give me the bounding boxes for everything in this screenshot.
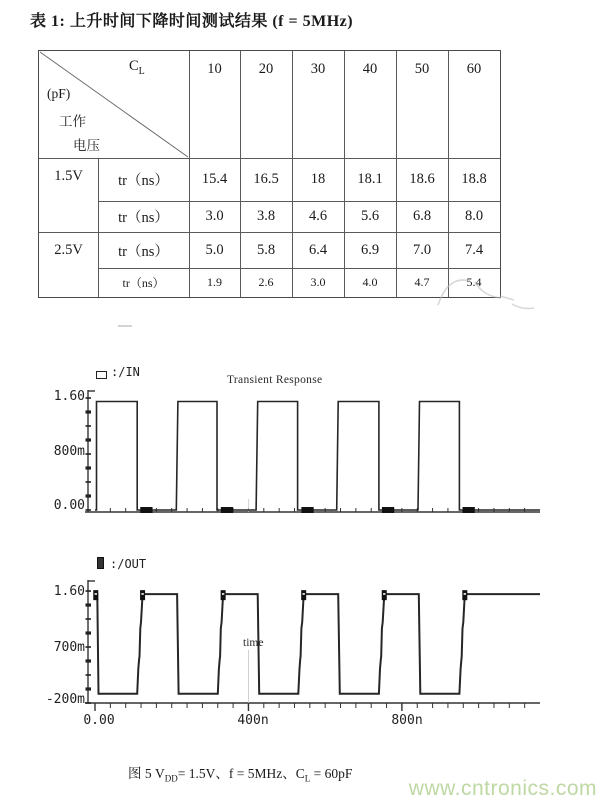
plot1-ytick-bottom: 0.00 xyxy=(53,498,85,513)
in-baseline-marker xyxy=(463,507,475,513)
scan-scribble xyxy=(438,280,534,309)
out-edge-marker xyxy=(301,590,306,600)
plot1-y-tick xyxy=(86,481,92,483)
plot2-y-tick xyxy=(86,590,92,592)
value-cell: 3.0 xyxy=(310,275,326,289)
out-edge-marker xyxy=(140,590,145,600)
out-edge-marker-notch xyxy=(95,593,97,595)
value-cell: 7.4 xyxy=(464,241,484,258)
value-cell: 4.7 xyxy=(414,275,430,289)
value-cell: 2.6 xyxy=(258,275,274,289)
plot2-ytick-bottom: -200m xyxy=(45,692,85,707)
value-cell: 16.5 xyxy=(253,171,279,187)
in-baseline-marker xyxy=(382,507,394,513)
value-cell: 6.8 xyxy=(412,208,432,224)
row-label-cell: tr（ns） xyxy=(118,173,169,189)
col-header: 40 xyxy=(362,60,378,77)
value-cell: 8.0 xyxy=(464,208,484,224)
plot1-y-tick xyxy=(86,397,92,399)
out-edge-marker-notch xyxy=(222,593,224,595)
value-cell: 5.6 xyxy=(360,208,380,224)
out-waveform xyxy=(95,594,540,694)
plot1-y-tick xyxy=(86,453,92,455)
corner-cl-subscript: L xyxy=(138,65,145,77)
value-cell: 5.0 xyxy=(205,241,224,258)
plot2-xtick-400n: 400n xyxy=(237,713,269,728)
corner-work-label: 工作 xyxy=(59,114,86,129)
value-cell: 18.8 xyxy=(461,171,487,187)
out-edge-marker xyxy=(462,590,467,600)
value-cell: 7.0 xyxy=(412,241,432,258)
voltage-cell: 2.5V xyxy=(54,241,83,258)
in-baseline-marker xyxy=(301,507,313,513)
corner-voltage-label: 电压 xyxy=(73,138,100,153)
plot2-y-tick xyxy=(86,646,92,648)
plot2-y-tick xyxy=(86,674,92,676)
plot1-y-tick xyxy=(86,425,92,427)
value-cell: 4.6 xyxy=(308,208,328,224)
value-cell: 18.1 xyxy=(357,171,383,187)
plot1-ytick-mid: 800m xyxy=(53,444,85,459)
col-header: 10 xyxy=(207,60,222,77)
out-edge-marker-notch xyxy=(302,593,304,595)
plot2-ytick-top: 1.60 xyxy=(53,584,85,599)
out-edge-marker xyxy=(221,590,226,600)
value-cell: 6.4 xyxy=(308,241,328,258)
caption-subscript: L xyxy=(304,773,311,784)
col-header: 60 xyxy=(466,60,482,77)
value-cell: 18 xyxy=(310,171,326,187)
plot1-y-tick xyxy=(86,494,92,497)
row-label-cell: tr（ns） xyxy=(118,243,169,260)
value-cell: 3.8 xyxy=(256,208,276,224)
in-legend-label: :/IN xyxy=(111,365,140,379)
value-cell: 15.4 xyxy=(201,171,228,187)
col-header: 30 xyxy=(310,60,326,77)
figure-caption: 图 5 $V_{DD}= 1.5V$、f = 5MHz、$C_L = 60pF$ xyxy=(128,766,353,784)
plot2-ytick-mid: 700m xyxy=(53,640,85,655)
value-cell: 6.9 xyxy=(360,241,380,258)
value-cell: 5.4 xyxy=(466,275,482,289)
site-watermark: www.cntronics.com xyxy=(408,777,597,800)
col-header: 20 xyxy=(258,60,274,77)
plot2-y-tick xyxy=(86,603,92,606)
plot1-ytick-top: 1.60 xyxy=(53,389,85,404)
out-edge-marker-notch xyxy=(141,593,143,595)
plot2-xtick-0: 0.00 xyxy=(83,713,115,728)
col-header: 50 xyxy=(414,60,430,77)
in-waveform xyxy=(95,402,540,511)
corner-cl-label: $C_L$ xyxy=(129,58,145,77)
plot1-y-tick xyxy=(86,509,92,511)
value-cell: 18.6 xyxy=(409,171,435,187)
table-title: 表 1: 上升时间下降时间测试结果 (f = 5MHz) xyxy=(30,13,354,30)
value-cell: 3.0 xyxy=(205,208,224,224)
plot1-y-tick xyxy=(86,466,92,469)
value-cell: 5.8 xyxy=(256,241,276,258)
voltage-cell: 1.5V xyxy=(54,167,83,184)
plot1-y-tick xyxy=(86,410,92,413)
row-label-cell: tr（ns） xyxy=(118,210,169,226)
plot2-xtick-800n: 800n xyxy=(391,713,423,728)
out-edge-marker xyxy=(93,590,98,600)
plot1-y-tick xyxy=(86,438,92,441)
plot-title: Transient Response xyxy=(227,374,323,386)
row-label-cell: tr（ns） xyxy=(122,276,165,290)
caption-subscript: DD xyxy=(164,773,178,784)
in-baseline-marker xyxy=(221,507,233,513)
time-axis-label: time xyxy=(243,637,264,649)
plot2-y-tick xyxy=(86,631,92,634)
out-legend-marker-icon xyxy=(97,557,104,569)
corner-unit-label: (pF) xyxy=(47,86,71,101)
value-cell: 4.0 xyxy=(362,275,378,289)
plot2-y-tick xyxy=(86,687,92,690)
plot2-y-tick xyxy=(86,659,92,662)
out-legend-label: :/OUT xyxy=(110,557,147,571)
in-legend-marker-icon xyxy=(96,371,107,379)
out-edge-marker-notch xyxy=(464,593,466,595)
plot2-y-tick xyxy=(86,702,92,704)
in-baseline-marker xyxy=(140,507,152,513)
plot2-y-tick xyxy=(86,618,92,620)
value-cell: 1.9 xyxy=(207,275,222,289)
out-edge-marker-notch xyxy=(383,593,385,595)
out-edge-marker xyxy=(382,590,387,600)
